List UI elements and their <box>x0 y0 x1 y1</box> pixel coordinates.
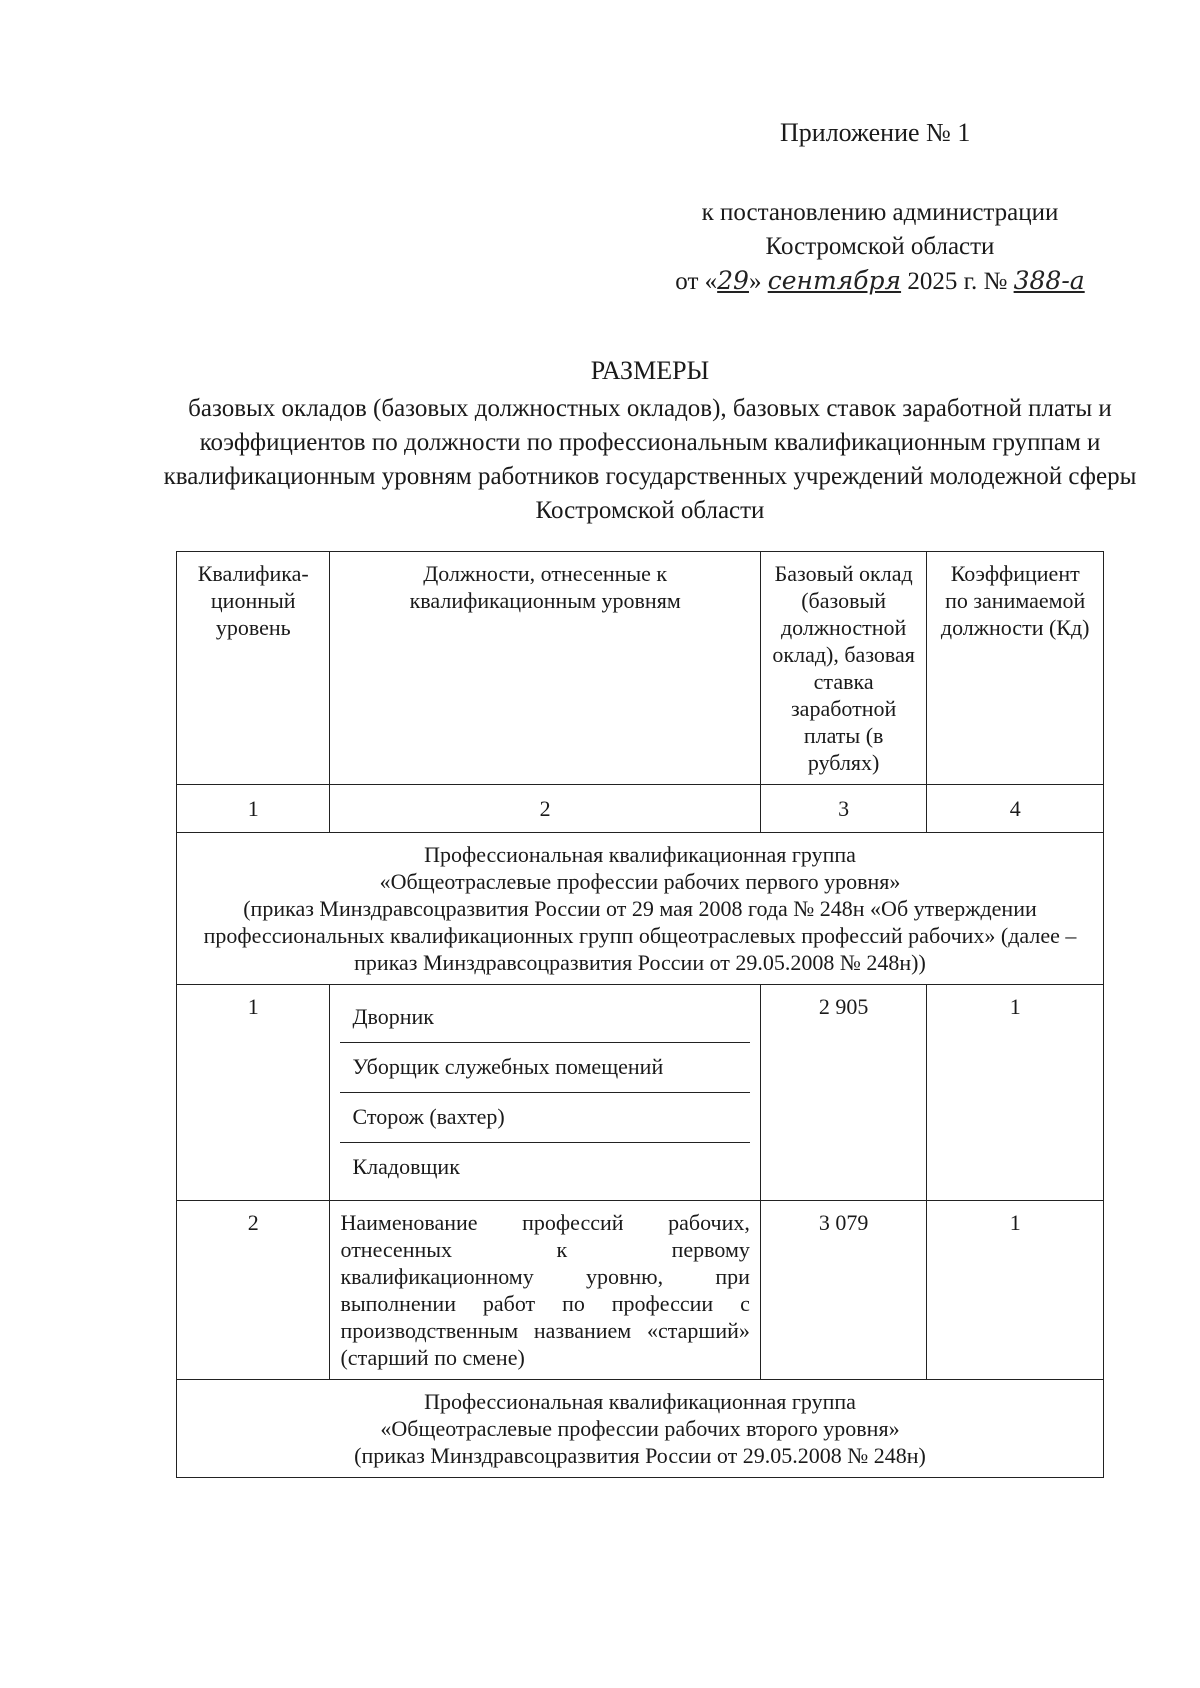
group-heading-line: (приказ Минздравсоцразвития России от 29 мая 2008 года № 248н «Об утверждении профессиональных квалификационных групп общеотраслевых профессий рабочих» (далее – приказ Минздравсоцразвития России от 29.05.2008 № 248н)) <box>203 896 1077 975</box>
handwritten-month: сентября <box>767 266 902 295</box>
level-cell: 1 <box>177 985 330 1201</box>
header-positions: Должности, отнесенные к квалификационным уровням <box>330 552 760 785</box>
position-item: Уборщик служебных помещений <box>340 1043 749 1093</box>
positions-cell <box>330 985 760 1201</box>
salary-cell: 3 079 <box>760 1201 927 1380</box>
column-number: 4 <box>927 785 1104 833</box>
position-description: Наименование профессий рабочих, отнесенных к первому квалификационному уровню, при выполнении работ по профессии с производственным названием «старший» (старший по смене) <box>330 1201 760 1380</box>
header-level: Квалифика-ционный уровень <box>177 552 330 785</box>
position-item: Кладовщик <box>352 1154 460 1179</box>
table-header-row <box>177 552 1104 785</box>
group-heading-line: Профессиональная квалификационная группа <box>424 1389 856 1414</box>
coefficient-cell: 1 <box>927 985 1104 1201</box>
resolution-reference <box>660 196 1100 299</box>
column-number-row <box>177 785 1104 833</box>
header-salary: Базовый оклад (базовый должностной оклад), базовая ставка заработной платы (в рублях) <box>760 552 927 785</box>
year-part: 2025 г. № <box>901 268 1014 295</box>
document-title: РАЗМЕРЫ <box>590 356 710 385</box>
date-prefix: от « <box>675 268 718 295</box>
group-row-second-level <box>177 1380 1104 1478</box>
salary-table <box>176 551 1104 1478</box>
handwritten-number: 388-а <box>1013 266 1085 295</box>
column-number: 2 <box>330 785 760 833</box>
header-coefficient: Коэффициент по занимаемой должности (Кд) <box>927 552 1104 785</box>
group-heading-line: «Общеотраслевые профессии рабочих первого уровня» <box>379 869 901 894</box>
resolution-date-line <box>660 264 1100 299</box>
position-item: Дворник <box>340 993 749 1043</box>
table-row <box>177 1201 1104 1380</box>
group-heading-line: «Общеотраслевые профессии рабочих второго уровня» <box>380 1416 900 1441</box>
salary-cell: 2 905 <box>760 985 927 1201</box>
group-heading <box>177 833 1104 985</box>
annex-title: Приложение № 1 <box>780 118 971 147</box>
coefficient-cell: 1 <box>927 1201 1104 1380</box>
group-heading <box>177 1380 1104 1478</box>
document-subtitle: базовых окладов (базовых должностных окладов), базовых ставок заработной платы и коэффициентов по должности по профессиональным квалификационным группам и квалификационным уровням работников государственных учреждений молодежной сферы Костромской области <box>163 395 1137 524</box>
group-row-first-level <box>177 833 1104 985</box>
column-number: 3 <box>760 785 927 833</box>
table-row <box>177 985 1104 1201</box>
date-mid: » <box>748 268 768 295</box>
handwritten-day: 29 <box>717 266 749 295</box>
position-item: Сторож (вахтер) <box>340 1093 749 1143</box>
column-number: 1 <box>177 785 330 833</box>
resolution-line-1: к постановлению администрации <box>701 199 1059 226</box>
level-cell: 2 <box>177 1201 330 1380</box>
resolution-line-2: Костромской области <box>765 233 995 260</box>
group-heading-line: (приказ Минздравсоцразвития России от 29.05.2008 № 248н) <box>354 1443 926 1468</box>
group-heading-line: Профессиональная квалификационная группа <box>424 842 856 867</box>
